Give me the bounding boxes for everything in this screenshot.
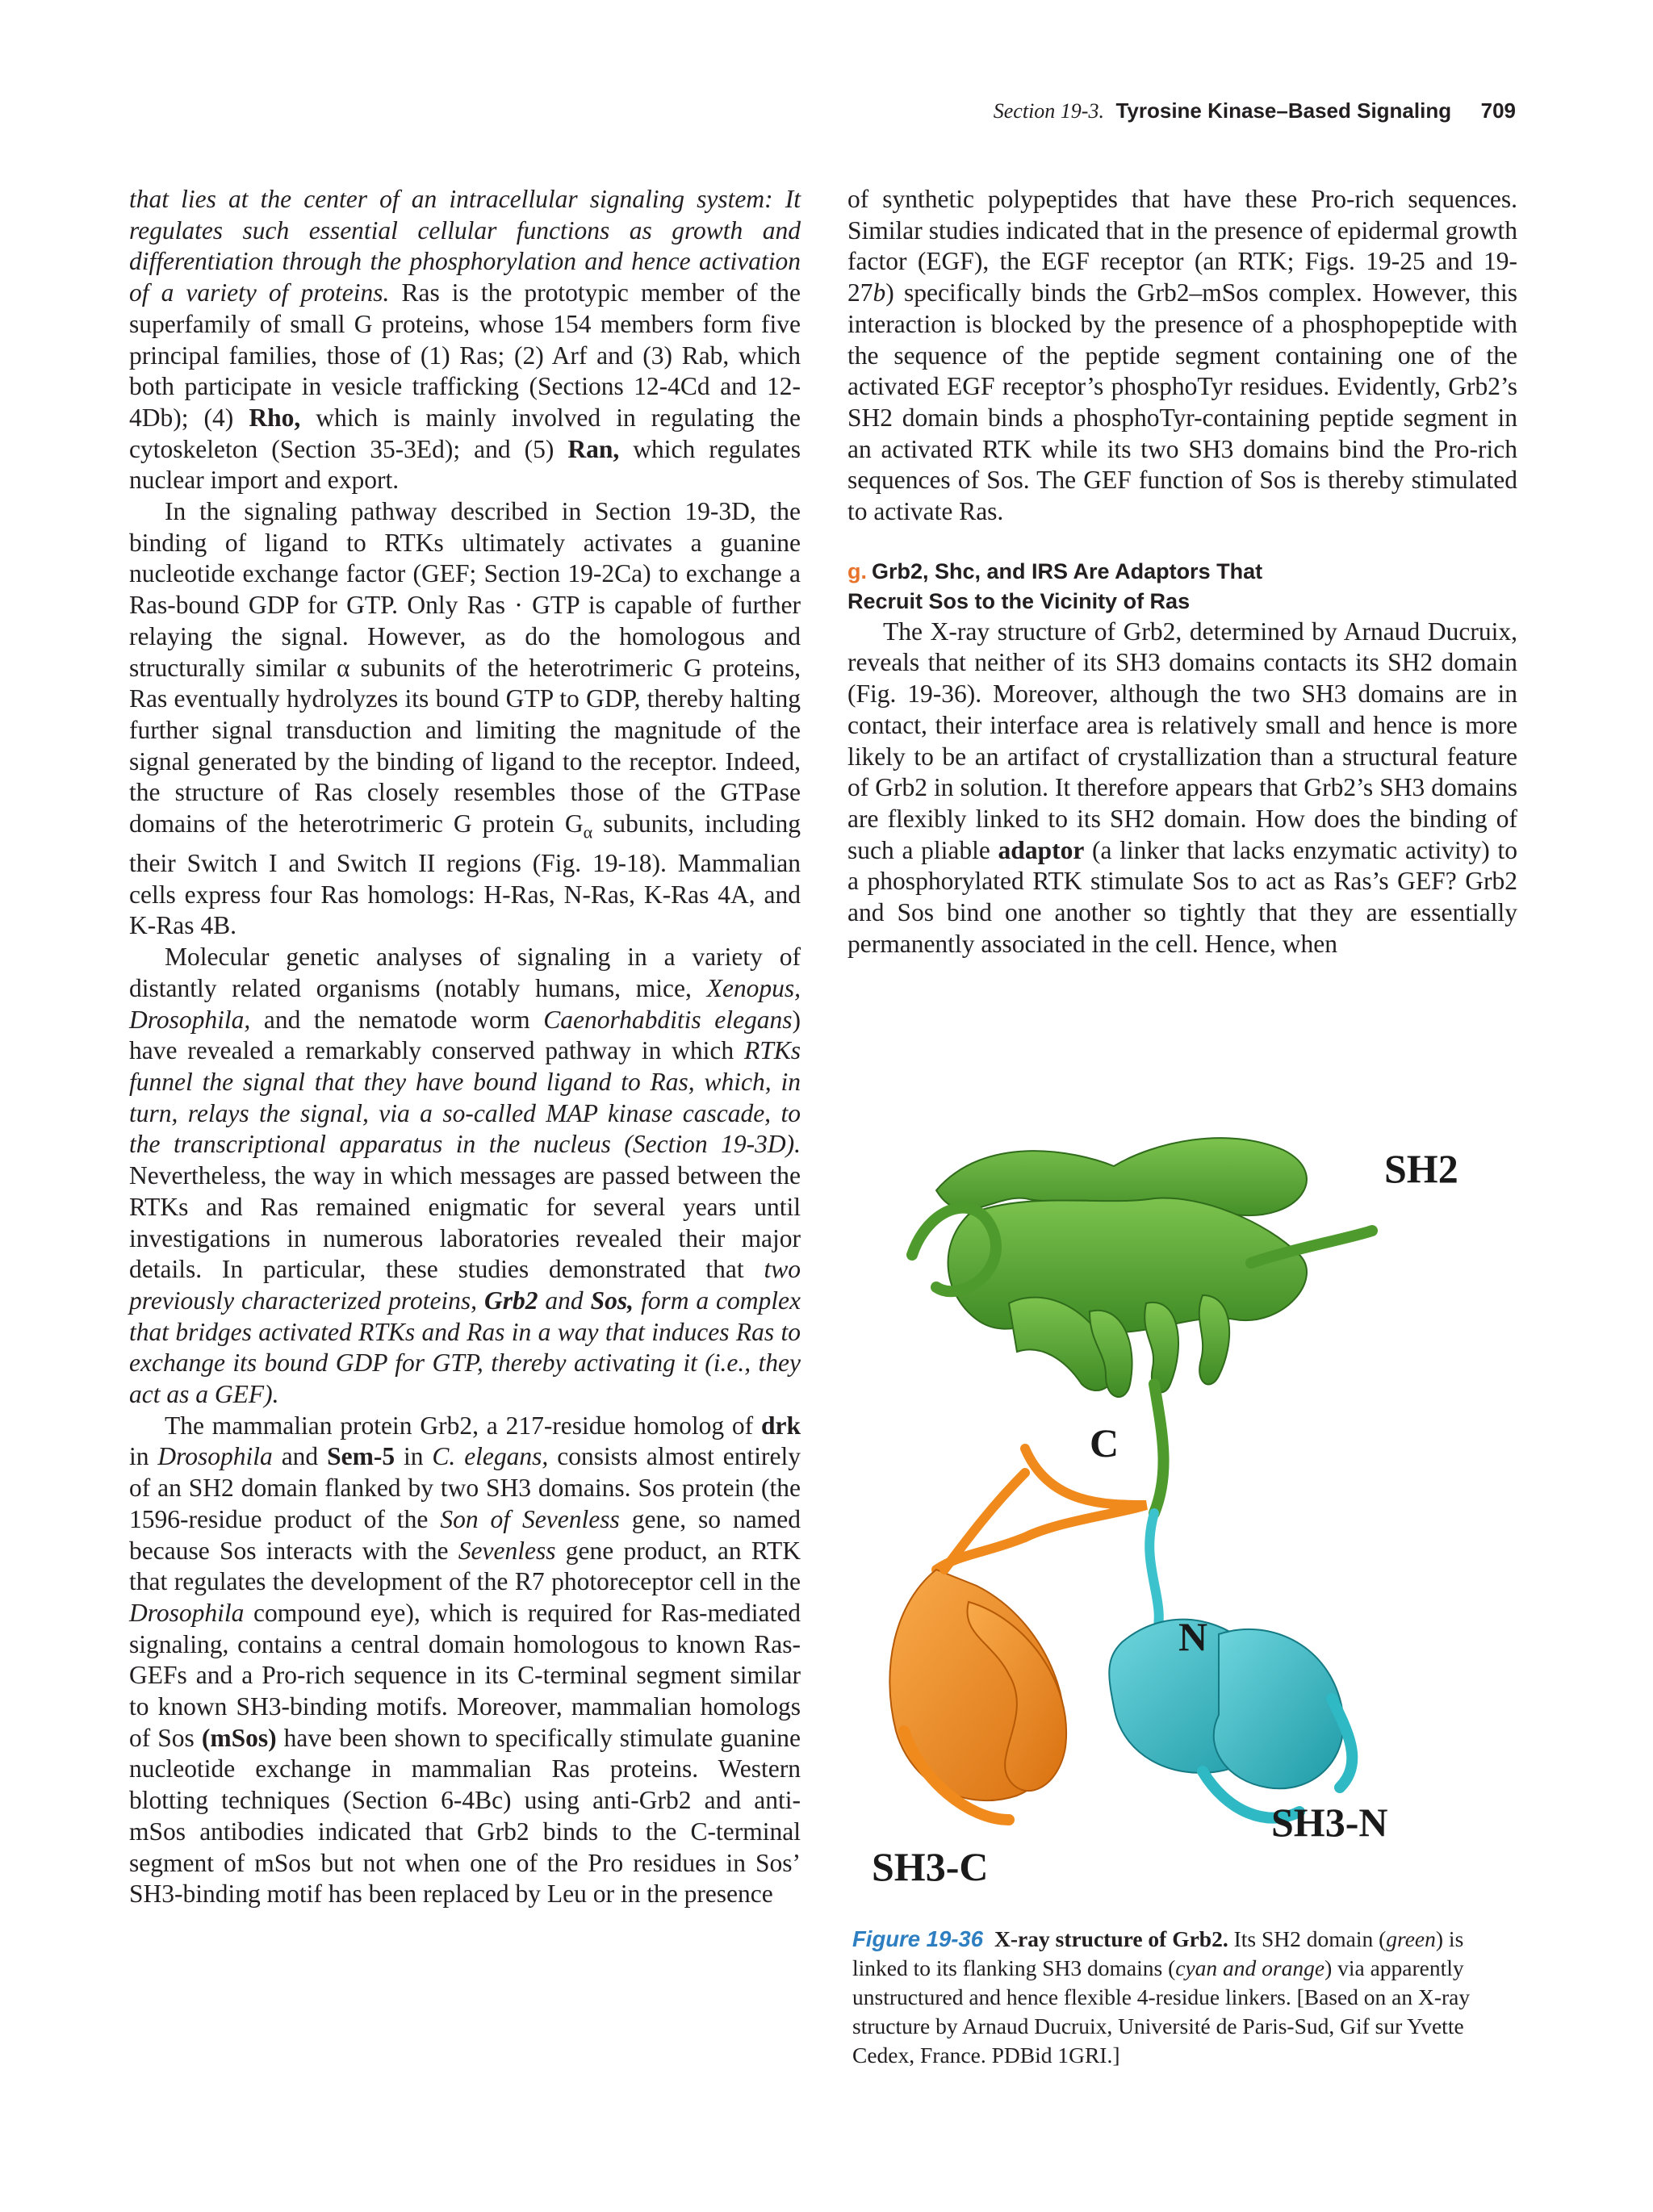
label-sh3n: SH3-N [1271,1800,1388,1845]
text-span: ) have revealed a remarkably conserved pathway in which [129,1005,801,1065]
text-span: Nevertheless, the way in which messages are passed between the RTKs and Ras remained enigmatic for several years until investigations in numerous laboratories revealed their major details. In particular, these studies demonstrated that [129,1161,801,1284]
text-span: Drosophila [129,1598,245,1627]
text-span: and the nematode worm [250,1005,544,1034]
sh3c-domain [889,1473,1066,1820]
term-adaptor: adaptor [998,835,1085,864]
label-sh3c: SH3-C [872,1844,989,1888]
text-span: (a linker that lacks enzymatic activity) to a phosphorylated RTK stimulate Sos to act as Ras’s GEF? Grb2 and Sos bind one another so tightly that they are essentially permanently associated in the cell. Hence, when [847,835,1517,958]
text-span: Ras is the prototypic member of the superfamily of small G proteins, whose 154 members form five principal families, those of (1) Ras; (2) Arf and (3) Rab, which both participate in vesicle trafficking (Sections 12-4Cd and 12-4Db); (4) [129,278,801,432]
term-msos: (mSos) [201,1723,277,1752]
text-span: Molecular genetic analyses of signaling in a variety of distantly related organisms (notably humans, mice, [129,943,801,1002]
text-span: have been shown to specifically stimulate guanine nucleotide exchange in mammalian Ras proteins. Western blotting techniques (Section 6-4Bc) using anti-Grb2 and anti-mSos antibodies indicated that Grb2 binds to the C-terminal segment of mSos but not when one of the Pro residues in Sos’ SH3-binding motif has been replaced by Leu or in the presence [129,1723,801,1909]
text-span: Sevenless [458,1536,556,1565]
section-subheading [847,557,1517,617]
left-paragraph-4 [129,1411,801,1910]
term-sos: Sos, [590,1286,634,1315]
text-span: consists almost entirely of an SH2 domain flanked by two SH3 domains. Sos protein (the 1596-residue product of the [129,1442,801,1533]
text-span: cyan and orange [1175,1955,1325,1980]
subheading-line-2: Recruit Sos to the Vicinity of Ras [847,588,1191,613]
running-header [121,98,1516,123]
right-paragraph-1 [847,184,1517,528]
text-span: The mammalian protein Grb2, a 217-residue homolog of [165,1411,761,1440]
sh2-domain [912,1138,1372,1513]
label-n-terminus: N [1178,1614,1208,1659]
term-drk: drk [760,1411,801,1440]
left-column [129,184,801,1910]
text-span: which is mainly involved in regulating the cytoskeleton (Section 35-3Ed); and (5) [129,403,801,463]
header-title: Tyrosine Kinase–Based Signaling [1115,98,1452,123]
text-span: in [395,1442,433,1471]
text-span: Its SH2 domain ( [1228,1926,1387,1951]
text-span: ) specifically binds the Grb2–mSos complex. However, this interaction is blocked by the presence of a phosphopeptide with the sequence of the peptide segment containing one of the activated EGF receptor’s phosphoTyr residues. Evidently, Grb2’s SH2 domain binds a phosphoTyr-containing peptide segment in an activated RTK while its two SH3 domains bind the Pro-rich sequences of Sos. The GEF function of Sos is thereby stimulated to activate Ras. [847,278,1517,526]
subheading-letter: g. [847,558,867,583]
text-span: ) via apparently unstructured and hence flexible 4-residue linkers. [Based on an X-ray structure by Arnaud Ducruix, Université de Paris-Sud, Gif sur Yvette Cedex, France. PDBid 1GRI.] [852,1955,1471,2068]
text-span: In the signaling pathway described in Section 19-3D, the binding of ligand to RTKs ultimately activates a guanine nucleotide exchange factor (GEF; Section 19-2Ca) to exchange a Ras-bound GDP for GTP. Only Ras · GTP is capable of further relaying the signal. However, as do the homologous and structurally similar α subunits of the heterotrimeric G proteins, Ras eventually hydrolyzes its bound GTP to GDP, thereby halting further signal transduction and limiting the magnitude of the signal generated by the binding of ligand to the receptor. Indeed, the structure of Ras closely resembles those of the GTPase domains of the heterotrimeric G protein G [129,497,801,838]
term-ran: Ran, [567,434,620,463]
linker-c-terminus [936,1449,1146,1570]
text-span: The X-ray structure of Grb2, determined by Arnaud Ducruix, reveals that neither of its SH3 domains contacts its SH2 domain (Fig. 19-36). Moreover, although the two SH3 domains are in contact, their interface area is relatively small and hence is more likely to be an artifact of crystallization than a structural feature of Grb2 in solution. It therefore appears that Grb2’s SH3 domains are flexibly linked to its SH2 domain. How does the binding of such a pliable [847,617,1517,864]
figure-number: Figure 19-36 [852,1926,984,1951]
text-span: that lies at the center of an intracellular signaling system: It regulates such essential cellular functions as growth and differentiation through the phosphorylation and hence activation of a variety of proteins. [129,185,801,307]
figure-grb2-structure [847,1118,1517,1888]
right-paragraph-2 [847,617,1517,960]
right-column [847,184,1517,960]
sh3n-domain [1109,1620,1352,1818]
term-sem5: Sem-5 [327,1442,395,1471]
text-span: Xenopus, Drosophila, [129,973,801,1034]
term-rho: Rho, [249,403,301,432]
text-span: two previously characterized proteins, [129,1255,801,1315]
text-span: Caenorhabditis elegans [543,1005,793,1034]
text-span: Son of Sevenless [440,1504,620,1533]
figure-title: X-ray structure of Grb2. [994,1926,1228,1951]
text-span: which regulates nuclear import and export. [129,434,801,495]
text-span: of synthetic polypeptides that have these Pro-rich sequences. Similar studies indicated that in the presence of epidermal growth factor (EGF), the EGF receptor (an RTK; Figs. 19-25 and 19-27 [847,185,1517,307]
label-c-terminus: C [1090,1420,1119,1466]
text-span: C. elegans, [432,1442,549,1471]
page-number: 709 [1480,98,1516,123]
left-paragraph-1 [129,184,801,496]
ribbon-diagram [847,1118,1517,1888]
left-paragraph-3 [129,942,801,1411]
text-span: form a complex that bridges activated RTKs and Ras in a way that induces Ras to exchange its bound GDP for GTP, thereby activating it (i.e., they act as a GEF). [129,1286,801,1409]
text-span: and [272,1442,328,1471]
text-span: green [1386,1926,1436,1951]
text-span: b [873,278,886,307]
text-span: ) is linked to its flanking SH3 domains ( [852,1926,1464,1980]
text-span: gene, so named because Sos interacts with the [129,1504,801,1565]
text-span: and [538,1286,591,1315]
text-span: in [129,1442,158,1471]
subscript-alpha: α [583,822,593,843]
text-span: gene product, an RTK that regulates the development of the R7 photoreceptor cell in the [129,1536,801,1596]
text-span: Drosophila [157,1442,273,1471]
text-span: RTKs funnel the signal that they have bound ligand to Ras, which, in turn, relays the signal, via a so-called MAP kinase cascade, to the transcriptional apparatus in the nucleus (Section 19-3D). [129,1036,801,1159]
subheading-line-1: Grb2, Shc, and IRS Are Adaptors That [872,558,1263,583]
left-paragraph-2 [129,496,801,942]
text-span: compound eye), which is required for Ras-mediated signaling, contains a central domain homologous to known Ras-GEFs and a Pro-rich sequence in its C-terminal segment similar to known SH3-binding motifs. Moreover, mammalian homologs of Sos [129,1598,801,1752]
header-section: Section 19-3. [993,99,1104,123]
text-span: subunits, including their Switch I and Switch II regions (Fig. 19-18). Mammalian cells express four Ras homologs: H-Ras, N-Ras, K-Ras 4A, and K-Ras 4B. [129,809,801,940]
figure-caption [852,1925,1517,2070]
label-sh2: SH2 [1384,1146,1458,1191]
term-grb2: Grb2 [483,1286,538,1315]
